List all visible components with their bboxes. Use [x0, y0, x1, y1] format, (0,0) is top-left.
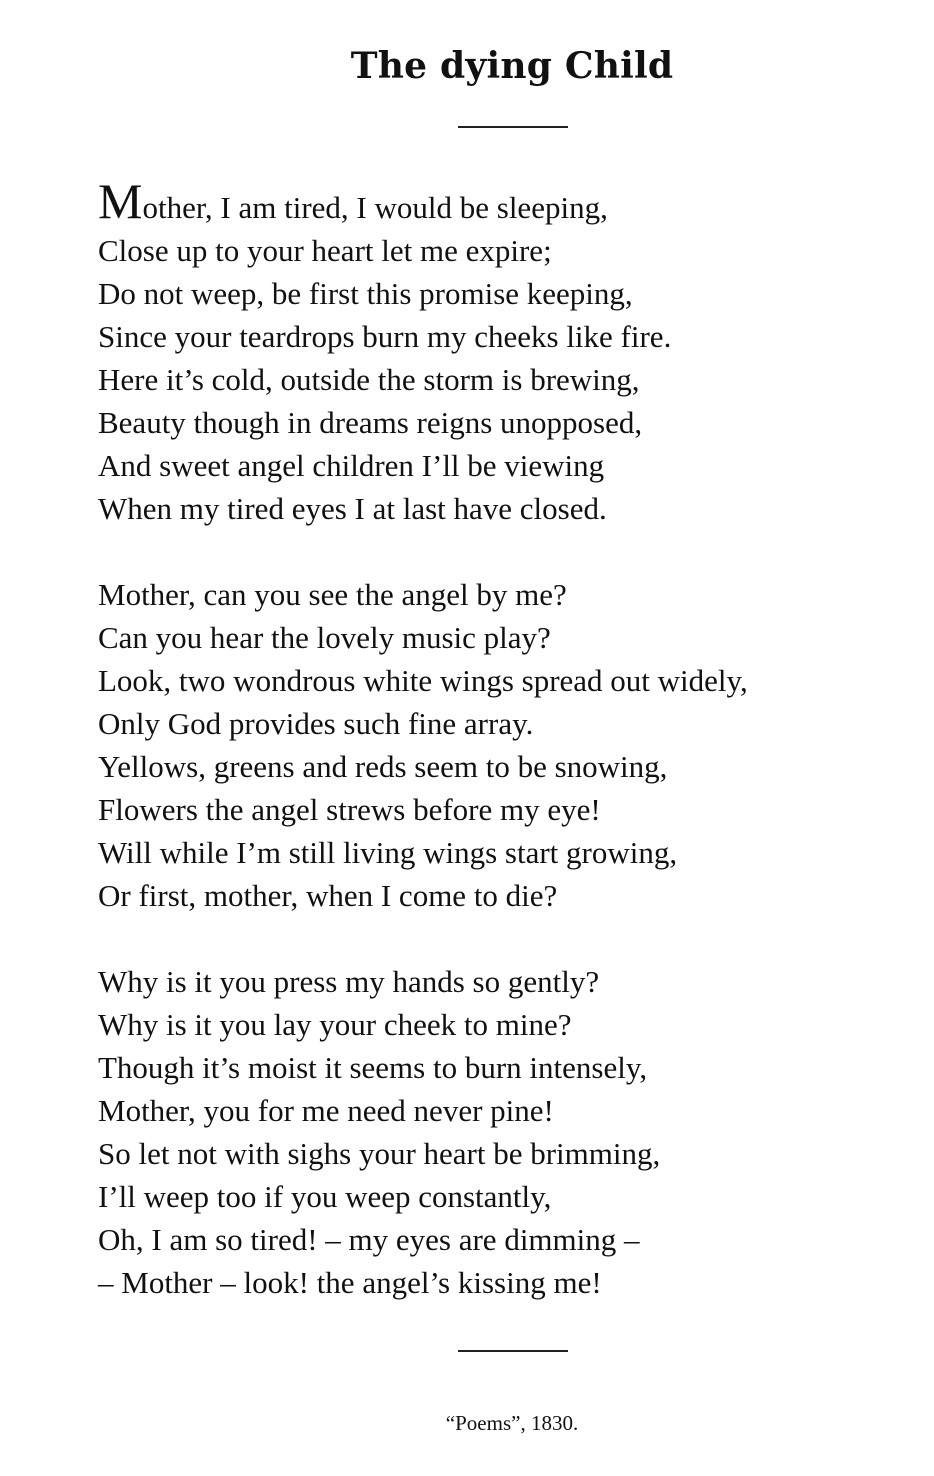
poem-line: Can you hear the lovely music play?: [98, 620, 551, 655]
poem-line: Why is it you lay your cheek to mine?: [98, 1007, 572, 1042]
poem-line: Why is it you press my hands so gently?: [98, 964, 600, 999]
poem-line: I’ll weep too if you weep constantly,: [98, 1179, 552, 1214]
poem-line: When my tired eyes I at last have closed.: [98, 491, 607, 526]
poem-line: So let not with sighs your heart be brimming,: [98, 1136, 661, 1171]
stanza-2: [98, 573, 918, 917]
stanza-1: [98, 173, 918, 530]
poem-line: Though it’s moist it seems to burn intensely,: [98, 1050, 648, 1085]
stanza-3: [98, 960, 918, 1304]
source-citation: “Poems”, 1830.: [445, 1411, 579, 1435]
poem-line: – Mother – look! the angel’s kissing me!: [98, 1265, 602, 1300]
poem-line: Mother, can you see the angel by me?: [98, 577, 567, 612]
top-divider: [458, 126, 568, 128]
poem-line: Close up to your heart let me expire;: [98, 233, 552, 268]
drop-cap: M: [98, 173, 143, 229]
poem-line-text: other, I am tired, I would be sleeping,: [142, 190, 608, 225]
poem-line: Do not weep, be first this promise keeping,: [98, 276, 633, 311]
poem-line: Yellows, greens and reds seem to be snowing,: [98, 749, 668, 784]
poem-line: Oh, I am so tired! – my eyes are dimming –: [98, 1222, 640, 1257]
poem-line: Beauty though in dreams reigns unopposed,: [98, 405, 643, 440]
poem-line: And sweet angel children I’ll be viewing: [98, 448, 605, 483]
poem-line: [98, 173, 918, 229]
poem-line: Since your teardrops burn my cheeks like fire.: [98, 319, 672, 354]
poem-line: Flowers the angel strews before my eye!: [98, 792, 601, 827]
poem-line: Look, two wondrous white wings spread out widely,: [98, 663, 748, 698]
bottom-divider: [458, 1350, 568, 1352]
poem-line: Mother, you for me need never pine!: [98, 1093, 554, 1128]
poem-line: Here it’s cold, outside the storm is brewing,: [98, 362, 640, 397]
poem-line: Only God provides such fine array.: [98, 706, 534, 741]
poem-body: [98, 173, 918, 1347]
poem-line: Will while I’m still living wings start growing,: [98, 835, 678, 870]
poem-line: Or first, mother, when I come to die?: [98, 878, 558, 913]
poem-title: The dying Child: [350, 45, 674, 87]
